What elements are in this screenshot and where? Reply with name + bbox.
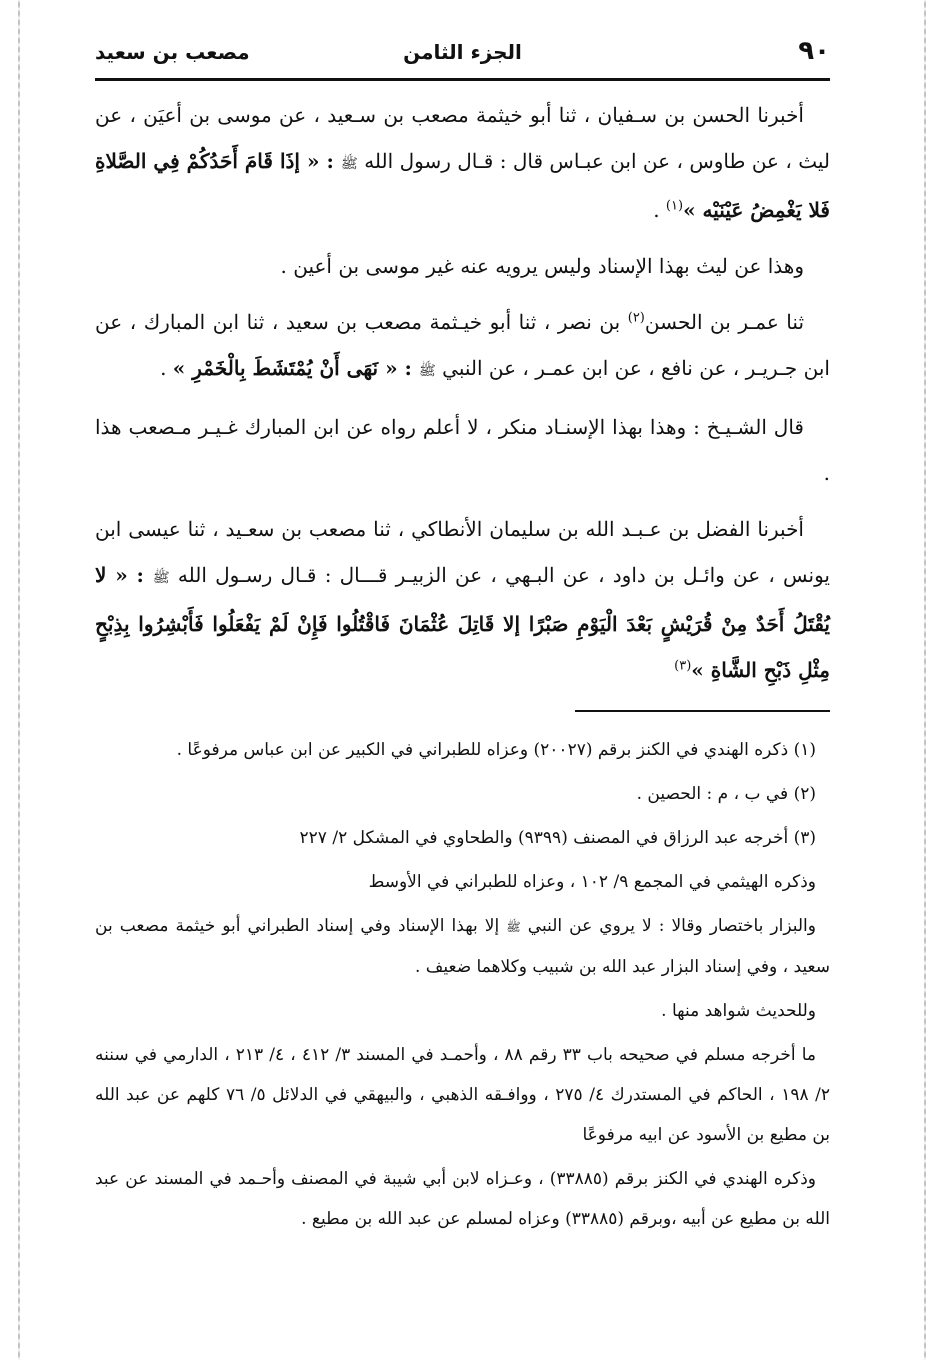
footnote-ref-1: (١) bbox=[665, 198, 684, 214]
footnote-ref-2: (٢) bbox=[627, 310, 645, 326]
salla-glyph: ﷺ bbox=[152, 570, 170, 586]
narration-text: أخبرنا الحسن بن سـفيان ، ثنا أبو خيثمة مصعب بن سـعيد ، عن موسى بن أعيَن ، عن ليث ، عن طاوس ، عن ابن عبـاس قال : قـال رسول الله bbox=[95, 103, 830, 173]
footnote-3-continued: وذكره الهيثمي في المجمع ٩/ ١٠٢ ، وعزاه للطبراني في الأوسط bbox=[368, 872, 816, 892]
running-title: مصعب بن سعيد bbox=[95, 40, 250, 64]
footnote-3: (٣) أخرجه عبد الرزاق في المصنف (٩٣٩٩) والطحاوي في المشكل ٢/ ٢٢٧ bbox=[299, 828, 816, 848]
footnote-3-continued bbox=[95, 906, 830, 987]
footnote-text: والبزار باختصار وقالا : لا يروي عن النبي bbox=[520, 916, 816, 936]
hadith-quote: : « لا يُقْتَلُ أَحَدٌ مِنْ قُرَيْشٍ بَعْدَ الْيَوْمِ صَبْرًا إلا قَاتِلَ عُثْمَانَ فَاقْتُلُوا فَإِنْ لَمْ يَفْعَلُوا فَأَبْشِرُوا بِذِبْحٍ مِثْلِ ذَبْحِ الشَّاةِ » bbox=[95, 563, 830, 682]
footnote-separator bbox=[575, 710, 830, 712]
sentence-end: . bbox=[653, 198, 666, 222]
commentary-text: قال الشـيـخ : وهذا بهذا الإسنـاد منكر ، لا أعلم رواه عن ابن المبارك غـيـر مـصعب هذا . bbox=[95, 415, 830, 485]
salla-glyph: ﷺ bbox=[506, 920, 521, 934]
page-header bbox=[95, 34, 830, 74]
narration-text: بن نصر ، ثنا أبو خيـثمة مصعب بن سعيد ، ثنا ابن المبارك ، عن ابن جـريـر ، عن نافع ، عن ابن عمـر ، عن النبي bbox=[95, 310, 830, 380]
scan-edge-left bbox=[18, 0, 20, 1360]
footnote-text: إلا بهذا الإسناد وفي إسناد الطبراني أبو خيثمة مصعب بن سعيد ، وفي إسناد البزار عبد الله بن شبيب وكلاهما ضعيف . bbox=[95, 916, 830, 977]
salla-glyph: ﷺ bbox=[340, 156, 358, 172]
paragraph-4 bbox=[95, 404, 830, 496]
hadith-quote: : « إذَا قَامَ أَحَدُكُمْ فِي الصَّلاةِ فَلا يَغْمِضُ عَيْنَيْه » bbox=[95, 149, 830, 222]
narration-text: ثنا عمـر بن الحسن bbox=[644, 310, 805, 334]
paragraph-3 bbox=[95, 299, 830, 394]
footnote-1: (١) ذكره الهندي في الكنز برقم (٢٠٠٢٧) وعزاه للطبراني في الكبير عن ابن عباس مرفوعًا . bbox=[176, 740, 816, 760]
scan-edge-right bbox=[924, 0, 926, 1360]
footnote-3-continued: وللحديث شواهد منها . bbox=[661, 1001, 816, 1021]
footnote-ref-3: (٣) bbox=[674, 658, 692, 674]
sentence-end: . bbox=[160, 356, 173, 380]
volume-title: الجزء الثامن bbox=[403, 40, 522, 64]
hadith-quote: : « نَهَى أَنْ يُمْتَشَطَ بِالْخَمْرِ » bbox=[172, 356, 419, 380]
header-rule bbox=[95, 78, 830, 81]
footnote-3-continued: وذكره الهندي في الكنز برقم (٣٣٨٨٥) ، وعـزاه لابن أبي شيبة في المصنف وأحـمد في المسند عن عبد الله بن مطيع عن أبيه ،وبرقم (٣٣٨٨٥) وعزاه لمسلم عن عبد الله بن مطيع . bbox=[95, 1169, 830, 1229]
narration-text: أخبرنا الفضل بن عـبـد الله بن سليمان الأنطاكي ، ثنا مصعب بن سعـيد ، ثنا عيسى ابن يونس ، عن وائـل بن داود ، عن البـهي ، عن الزبيـر قـــال : قـال رسـول الله bbox=[95, 517, 830, 587]
commentary-text: وهذا عن ليث بهذا الإسناد وليس يرويه عنه غير موسى بن أعين . bbox=[280, 254, 804, 278]
footnote-2: (٢) في ب ، م : الحصين . bbox=[636, 784, 816, 804]
paragraph-5 bbox=[95, 506, 830, 693]
page-number: ٩٠ bbox=[798, 36, 830, 66]
footnotes bbox=[95, 730, 830, 1243]
main-text bbox=[95, 92, 830, 703]
salla-glyph: ﷺ bbox=[418, 363, 436, 379]
footnote-3-continued: ما أخرجه مسلم في صحيحه باب ٣٣ رقم ٨٨ ، وأحمـد في المسند ٣/ ٤١٢ ، ٤/ ٢١٣ ، الدارمي في سننه ٢/ ١٩٨ ، الحاكم في المستدرك ٤/ ٢٧٥ ، ووافـقه الذهبي ، والبيهقي في الدلائل ٥/ ٧٦ كلهم عن عبد الله بن مطيع بن الأسود عن ابيه مرفوعًا bbox=[95, 1045, 830, 1145]
paragraph-2 bbox=[95, 243, 830, 289]
paragraph-1 bbox=[95, 92, 830, 233]
